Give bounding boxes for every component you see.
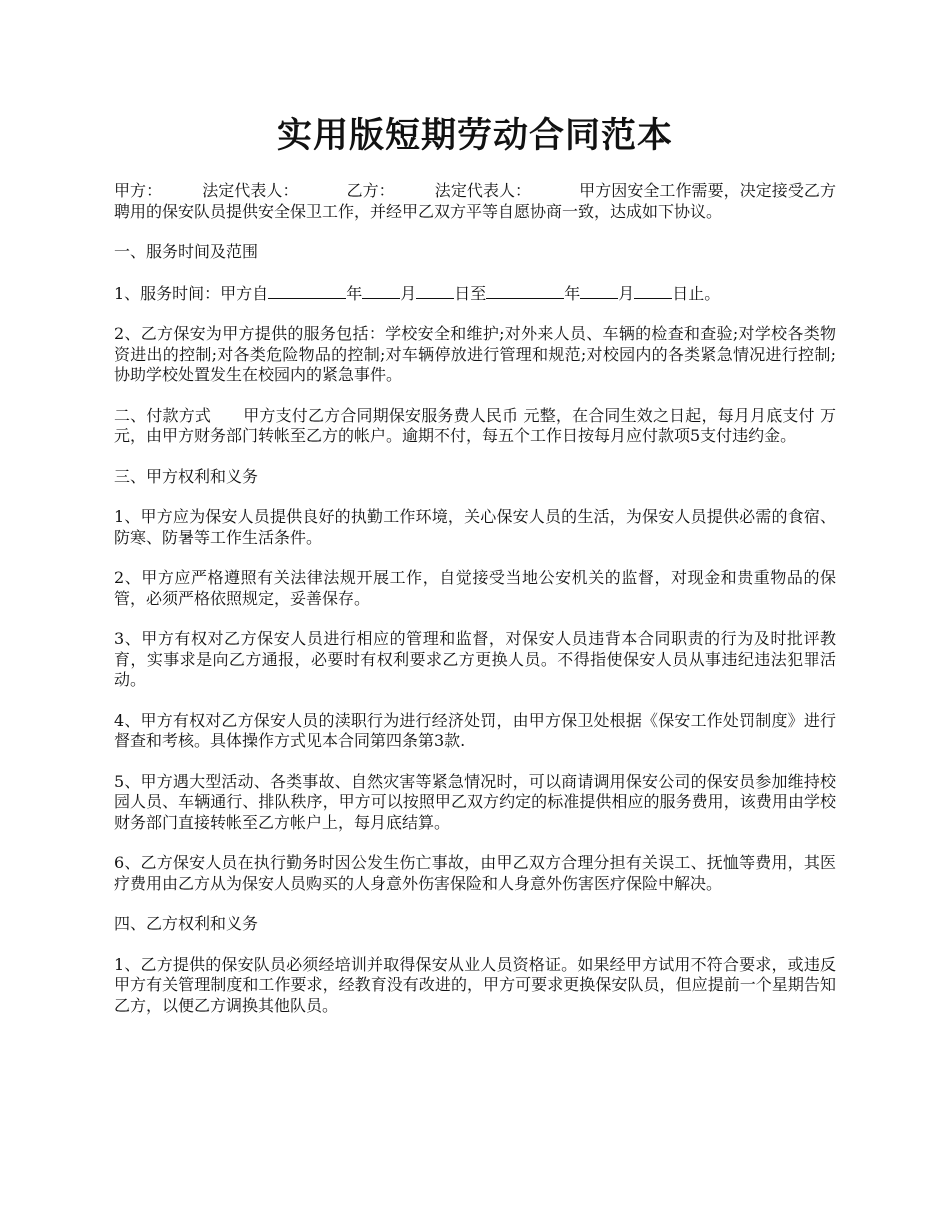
party-b-label: 乙方： — [346, 181, 395, 200]
section2-heading: 二、付款方式 — [114, 405, 212, 425]
section2-text: 甲方支付乙方合同期保安服务费人民币 元整，在合同生效之日起，每月月底支付 万元，由甲方财务部门转帐至乙方的帐户。逾期不付，每五个工作日按每月应付款项5支付违约金。 — [114, 405, 836, 445]
section3-item-2: 2、甲方应严格遵照有关法律法规开展工作，自觉接受当地公安机关的监督，对现金和贵重物品的保管，必须严格依照规定，妥善保存。 — [114, 568, 836, 608]
section3-item-5: 5、甲方遇大型活动、各类事故、自然灾害等紧急情况时，可以商请调用保安公司的保安员参加维持校园人员、车辆通行、排队秩序，甲方可以按照甲乙双方约定的标准提供相应的服务费用，该费用由学校财务部门直接转帐至乙方帐户上，每月底结算。 — [114, 771, 836, 832]
section3-heading: 三、甲方权利和义务 — [114, 466, 259, 486]
section3-item-4: 4、甲方有权对乙方保安人员的渎职行为进行经济处罚，由甲方保卫处根据《保安工作处罚制度》进行督查和考核。具体操作方式见本合同第四条第3款. — [114, 710, 836, 750]
section1-heading: 一、服务时间及范围 — [114, 242, 259, 261]
document-title: 实用版短期劳动合同范本 — [276, 115, 673, 156]
section3-item-1: 1、甲方应为保安人员提供良好的执勤工作环境，关心保安人员的生活，为保安人员提供必需的食宿、防寒、防暑等工作生活条件。 — [114, 507, 836, 547]
party-a-rep-label: 法定代表人： — [202, 181, 299, 200]
blank-day-end — [634, 283, 672, 299]
section4-item-1: 1、乙方提供的保安队员必须经培训并取得保安从业人员资格证。如果经甲方试用不符合要求，或违反甲方有关管理制度和工作要求，经教育没有改进的，甲方可要求更换保安队员，但应提前一个星期告知乙方，以便乙方调换其他队员。 — [114, 954, 836, 1015]
section3-item-6: 6、乙方保安人员在执行勤务时因公发生伤亡事故，由甲乙双方合理分担有关误工、抚恤等费用，其医疗费用由乙方从为保安人员购买的人身意外伤害保险和人身意外伤害医疗保险中解决。 — [114, 853, 836, 893]
blank-year-start — [268, 283, 346, 299]
section4-heading: 四、乙方权利和义务 — [114, 914, 259, 933]
document-body — [114, 181, 836, 1036]
section1-item2: 2、乙方保安为甲方提供的服务包括：学校安全和维护;对外来人员、车辆的检查和查验;对学校各类物资进出的控制;对各类危险物品的控制;对车辆停放进行管理和规范;对校园内的各类紧急情况进行控制;协助学校处置发生在校园内的紧急事件。 — [114, 324, 836, 384]
service-time-prefix: 1、服务时间：甲方自 — [114, 283, 269, 303]
party-b-rep-label: 法定代表人： — [434, 181, 532, 200]
intro-paragraph — [114, 181, 836, 222]
year-label-end: 年 — [564, 283, 581, 303]
intro-text: 甲方因安全工作需要，决定接受乙方聘用的保安队员提供安全保卫工作，并经甲乙双方平等自愿协商一致，达成如下协议。 — [114, 181, 836, 221]
blank-day-start — [416, 283, 454, 299]
blank-month-start — [362, 283, 400, 299]
day-label-end: 日止。 — [672, 283, 721, 303]
section1-item1 — [114, 283, 836, 305]
blank-year-end — [486, 283, 564, 299]
section2-paragraph — [114, 406, 836, 447]
day-label-start: 日至 — [454, 283, 487, 303]
year-label-start: 年 — [346, 283, 363, 303]
month-label-start: 月 — [400, 283, 417, 303]
party-a-label: 甲方： — [114, 181, 163, 200]
blank-month-end — [580, 283, 618, 299]
month-label-end: 月 — [618, 283, 635, 303]
section3-item-3: 3、甲方有权对乙方保安人员进行相应的管理和监督，对保安人员违背本合同职责的行为及时批评教育，实事求是向乙方通报，必要时有权利要求乙方更换人员。不得指使保安人员从事违纪违法犯罪活动。 — [114, 629, 836, 689]
